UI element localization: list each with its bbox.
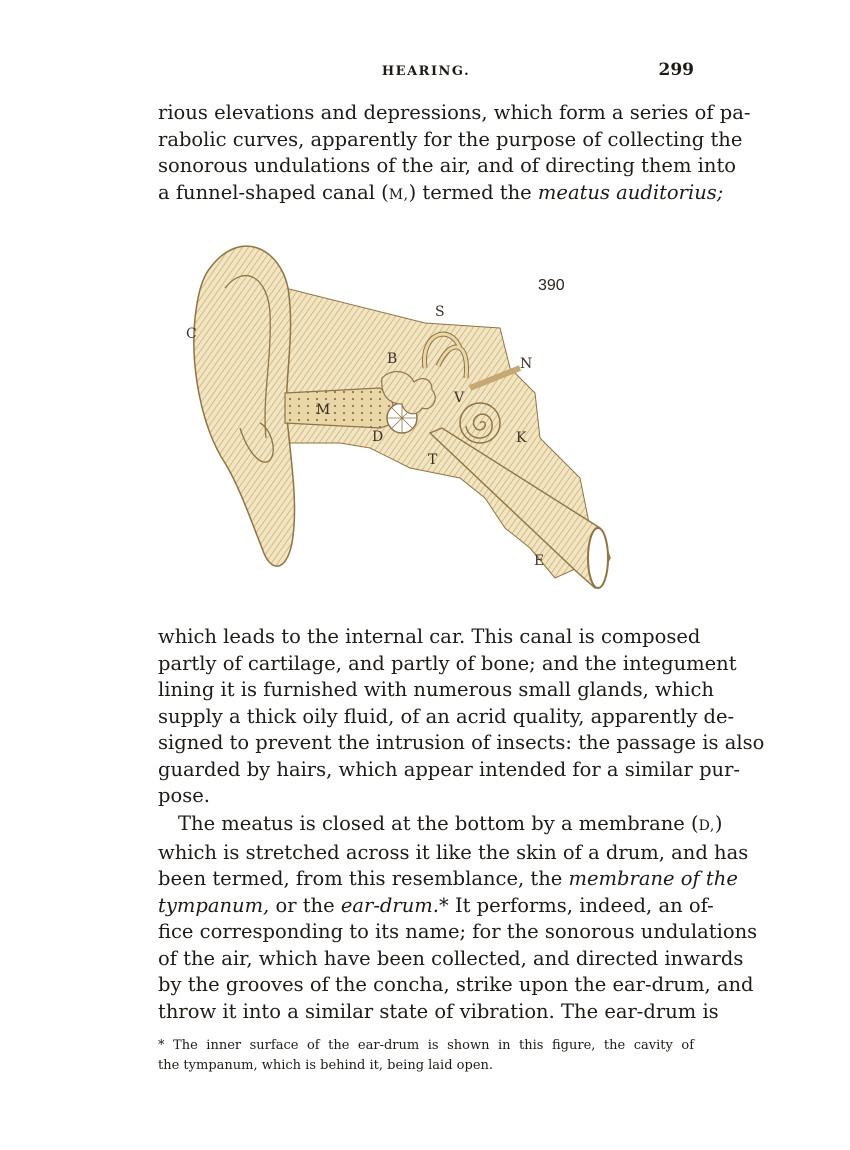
text-run: The meatus is closed at the bottom by a membrane (: [178, 812, 699, 835]
text-line: which leads to the internal car. This canal is composed: [158, 625, 701, 648]
footnote: [158, 1036, 694, 1076]
text-line: rious elevations and depressions, which form a series of pa-: [158, 101, 751, 124]
text-line: pose.: [158, 784, 210, 807]
label-d: D: [372, 429, 384, 445]
figure-number: 390: [538, 277, 565, 294]
running-title: HEARING.: [381, 64, 471, 79]
eustachian-opening: [588, 528, 608, 588]
paragraph-2: [158, 624, 765, 810]
paragraph-3: [158, 811, 758, 1025]
meatus-canal: [285, 388, 395, 428]
footnote-line: the tympanum, which is behind it, being laid open.: [158, 1058, 494, 1073]
italic-term: membrane of the: [568, 867, 738, 890]
text-line: partly of cartilage, and partly of bone; and the integument: [158, 651, 737, 675]
text-line: [158, 811, 723, 840]
label-s: S: [435, 304, 445, 320]
text-line: throw it into a similar state of vibration. The ear-drum is: [158, 999, 719, 1023]
ear-anatomy-figure: [170, 228, 640, 598]
text-line: by the grooves of the concha, strike upon the ear-drum, and: [158, 973, 754, 996]
italic-term: meatus auditorius;: [537, 180, 724, 204]
auricle: [194, 246, 295, 566]
text-run: or the: [269, 893, 341, 917]
label-k: K: [516, 430, 527, 446]
italic-term: ear-drum.: [340, 893, 439, 917]
text-run: * It performs, indeed, an of-: [439, 893, 714, 917]
text-line: signed to prevent the intrusion of insects: the passage is also: [158, 731, 765, 754]
text-line: [158, 866, 738, 893]
label-v: V: [454, 390, 465, 406]
figure-ref-d: D,: [698, 818, 715, 834]
text-line: sonorous undulations of the air, and of directing them into: [158, 154, 737, 177]
page-number: 299: [658, 60, 694, 80]
text-line: lining it is furnished with numerous small glands, which: [158, 678, 714, 701]
text-run: ): [714, 812, 723, 835]
text-run: been termed, from this resemblance, the: [158, 867, 569, 890]
label-t: T: [428, 452, 438, 468]
text-line: which is stretched across it like the skin of a drum, and has: [158, 840, 749, 864]
text-line: supply a thick oily fluid, of an acrid quality, apparently de-: [158, 704, 735, 728]
text-line: guarded by hairs, which appear intended for a similar pur-: [158, 757, 741, 781]
label-e: E: [534, 553, 545, 569]
text-line: [158, 180, 724, 209]
text-run: ) termed the: [408, 180, 538, 204]
top-paragraph: [158, 100, 751, 208]
label-c: C: [186, 326, 197, 342]
label-b: B: [387, 351, 398, 367]
text-line: [158, 893, 714, 920]
text-line: of the air, which have been collected, and directed inwards: [158, 946, 744, 970]
footnote-line: * The inner surface of the ear-drum is shown in this figure, the cavity of: [158, 1038, 694, 1053]
label-m: M: [316, 402, 331, 418]
text-line: rabolic curves, apparently for the purpose of collecting the: [158, 127, 743, 151]
figure-ref-m: M,: [388, 186, 409, 203]
text-line: fice corresponding to its name; for the sonorous undulations: [158, 920, 758, 943]
text-run: a funnel-shaped canal (: [158, 180, 389, 204]
running-head: [158, 60, 694, 86]
italic-term: tympanum,: [158, 893, 270, 917]
label-n: N: [520, 356, 533, 372]
